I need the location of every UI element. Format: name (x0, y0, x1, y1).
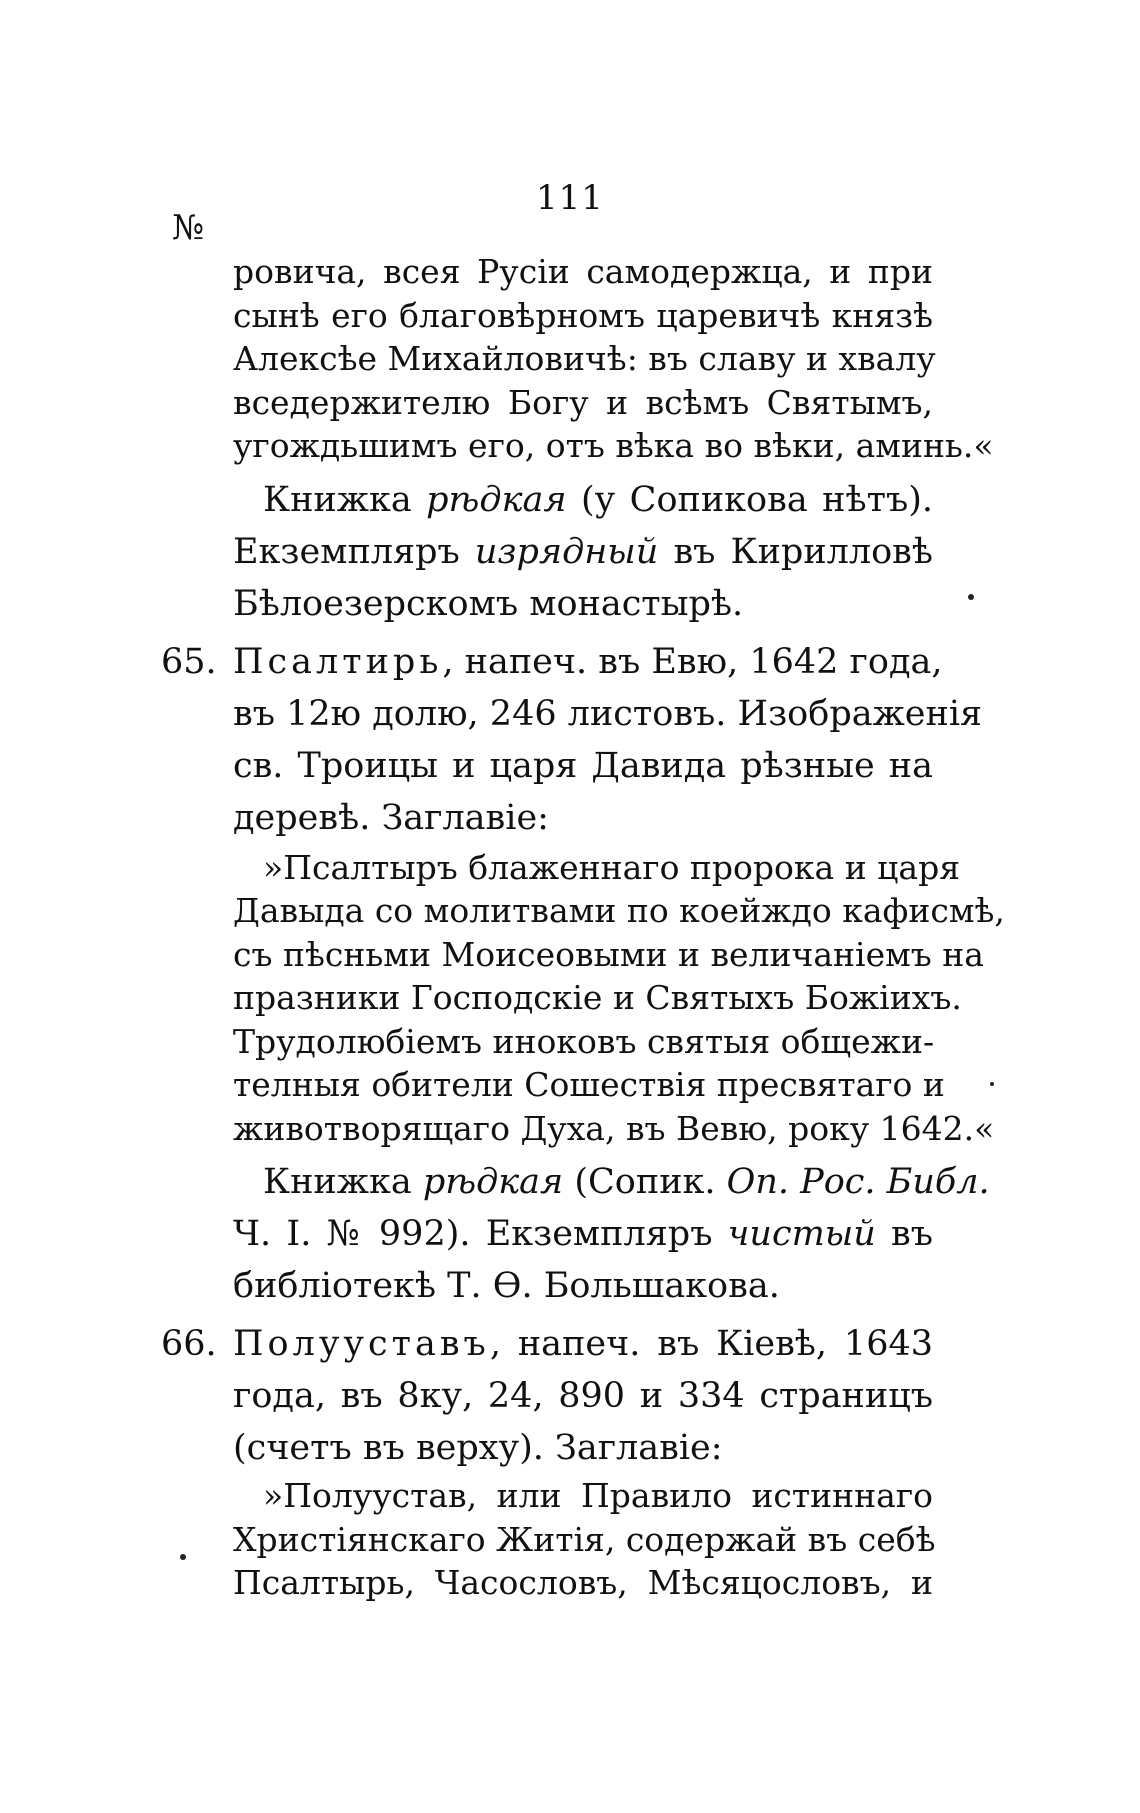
text-line: съ пѣсньми Моисеовыми и величаніемъ на (233, 934, 984, 974)
text-line: Ч. I. № 992). Екземпляръ чистый въ (233, 1214, 933, 1254)
text-line: ровича, всея Русіи самодержца, и при (233, 252, 933, 291)
text-line: Книжка рѣдкая (у Сопикова нѣтъ). (263, 479, 933, 520)
text-line: года, въ 8ку, 24, 890 и 334 страницъ (233, 1376, 933, 1416)
text-line: празники Господскіе и Святыхъ Божіихъ. (233, 978, 962, 1017)
title-quote (233, 1474, 936, 1605)
title-quote (233, 846, 1005, 1151)
entry-title: Полууставъ (233, 1324, 490, 1364)
entry-title: Псалтирь (233, 641, 443, 682)
entry-66 (161, 1318, 936, 1605)
page-text (161, 248, 1005, 1605)
text-line: вседержителю Богу и всѣмъ Святымъ, (233, 382, 933, 422)
entry-number: 65. (161, 641, 217, 682)
text-line: Алексѣе Михайловичѣ: въ славу и хвалу (233, 339, 936, 378)
text-line: Давыда со молитвами по коейждо кафисмѣ, (233, 891, 1005, 930)
text-line: библіотекѣ Т. Ѳ. Большакова. (233, 1266, 780, 1306)
text-line: Псалтирь, напеч. въ Евю, 1642 года, (233, 641, 943, 682)
speck (968, 594, 974, 600)
text-line: деревѣ. Заглавіе: (233, 797, 549, 838)
text-line: Псалтырь, Часословъ, Мѣсяцословъ, и (233, 1563, 933, 1602)
text-line: св. Троицы и царя Давида рѣзные на (233, 745, 933, 786)
text-line: Екземпляръ изрядный въ Кирилловѣ (233, 531, 933, 572)
text-line: Трудолюбіемъ иноковъ святыя общежи- (233, 1021, 935, 1061)
text-line: (счетъ въ верху). Заглавіе: (233, 1428, 723, 1468)
entry-65 (161, 636, 1005, 1313)
note-paragraph (233, 474, 933, 630)
page-number: 111 (536, 178, 604, 218)
text-line: Бѣлоезерскомъ монастырѣ. (233, 583, 744, 624)
entry-number: 66. (161, 1324, 217, 1364)
text-line: угождьшимъ его, отъ вѣка во вѣки, аминь.« (233, 426, 994, 465)
signature-mark: № (172, 208, 205, 248)
speck (180, 1554, 186, 1560)
text-line: въ 12ю долю, 246 листовъ. Изображенія (233, 693, 983, 734)
text-line: телныя обители Сошествія пресвятаго и (233, 1065, 945, 1104)
text-line: Полууставъ, напеч. въ Кіевѣ, 1643 (233, 1324, 933, 1364)
text-line: животворящаго Духа, въ Вевю, року 1642.« (233, 1108, 995, 1148)
text-line: сынѣ его благовѣрномъ царевичѣ князѣ (233, 295, 933, 335)
speck (990, 1082, 994, 1086)
text-line: »Полуустав, или Правило истиннаго (263, 1476, 933, 1515)
text-line: »Псалтыръ блаженнаго пророка и царя (263, 847, 961, 887)
continued-quote (233, 250, 994, 468)
text-line: Христіянскаго Житія, содержай въ себѣ (233, 1519, 936, 1559)
text-line: Книжка рѣдкая (Сопик. Оп. Рос. Библ. (263, 1162, 990, 1202)
note-paragraph (233, 1156, 990, 1312)
